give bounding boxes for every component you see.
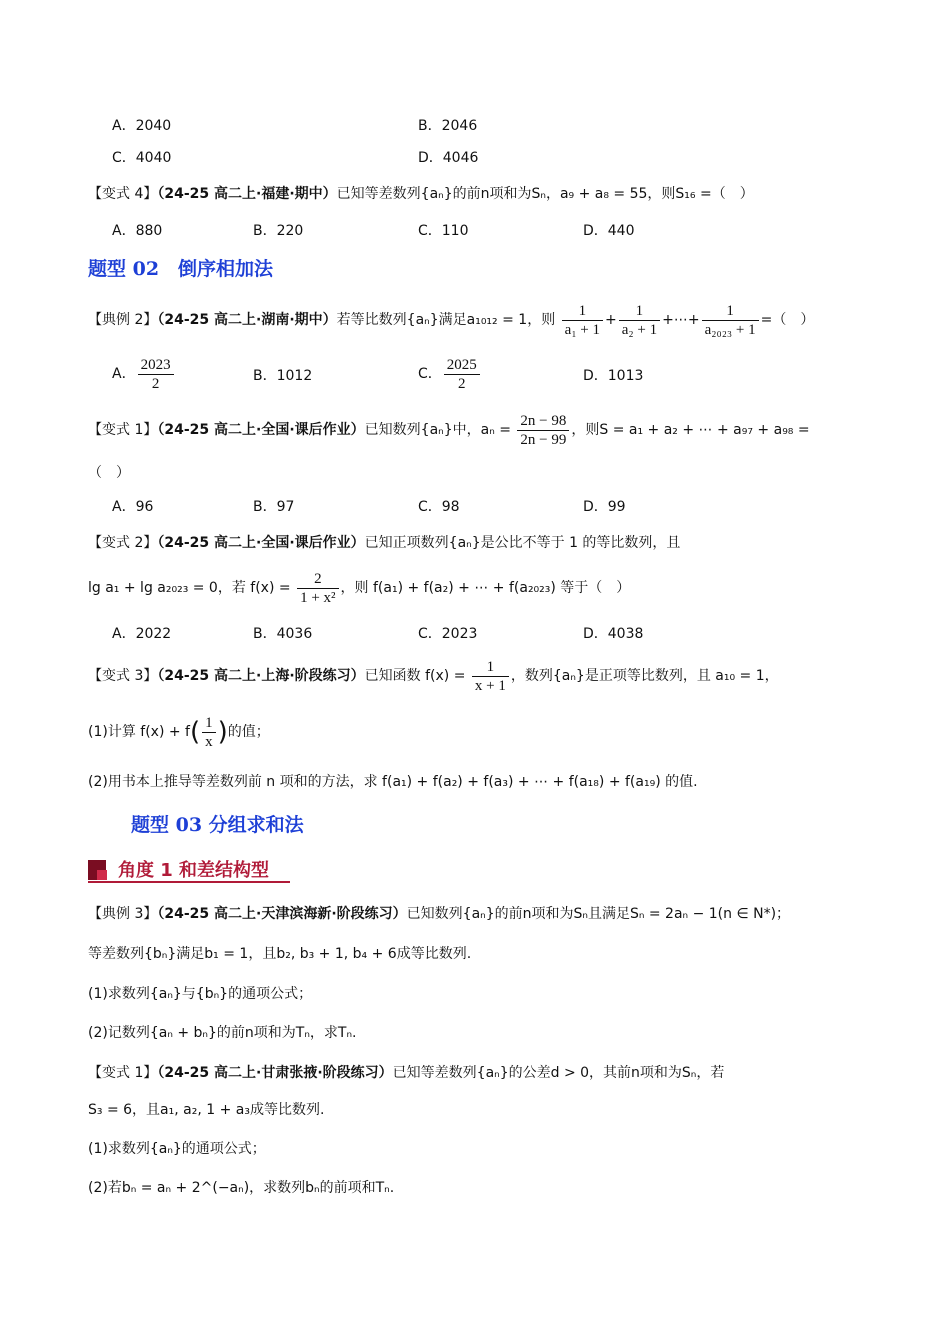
variant1a-source: （24-25 高二上·全国·课后作业） xyxy=(157,422,365,438)
variant2-question: 【变式 2】（24-25 高二上·全国·课后作业）已知正项数列{aₙ}是公比不等于 1 的等比数列，且 xyxy=(88,535,681,551)
example2-label: 【典例 2】 xyxy=(88,312,158,328)
variant3-part1: (1)计算 f(x) + f( $\frac{1}{x}$ )的值； xyxy=(88,714,270,750)
variant1b-condition: S₃ = 6，且a₁, a₂, 1 + a₃成等比数列. xyxy=(88,1102,325,1118)
option-c: C． $\frac{2025}{2}$ xyxy=(418,354,482,394)
option-b: B．97 xyxy=(253,499,295,515)
option-b: B．4036 xyxy=(253,626,313,642)
answer-paren: （ ） xyxy=(88,465,130,481)
section-heading-type02: 题型 02 倒序相加法 xyxy=(88,258,274,280)
option-b: B．2046 xyxy=(418,118,478,134)
option-d: D．440 xyxy=(583,223,635,239)
example3-label: 【典例 3】 xyxy=(88,906,158,922)
example3-question: 【典例 3】（24-25 高二上·天津滨海新·阶段练习）已知数列{aₙ}的前n项和为Sₙ且满足Sₙ = 2aₙ − 1(n ∈ N*)； xyxy=(88,906,791,922)
option-d: D．4038 xyxy=(583,626,644,642)
example3-part2: (2)记数列{aₙ + bₙ}的前n项和为Tₙ，求Tₙ. xyxy=(88,1025,357,1041)
variant2-condition: lg a₁ + lg a₂₀₂₃ = 0，若 f(x) = $\frac{2}{\text{1 + x²}}$ ，则 f(a₁) + f(a₂) + ⋯ + f(a₂₀₂₃) 等于（ ） xyxy=(88,570,631,606)
section-heading-type03: 题型 03 分组求和法 xyxy=(131,814,304,836)
variant1a-question: 【变式 1】（24-25 高二上·全国·课后作业）已知数列{aₙ}中，aₙ = $\frac{2n - 98}{2n - 99}$ ，则S = a₁ + a₂ + ⋯ + a₉₇ + a₉₈ = xyxy=(88,412,810,448)
fraction: $\frac{1}{\text{a₂ + 1}}$ xyxy=(619,302,660,339)
option-a: A．96 xyxy=(112,499,154,515)
option-d: D．4046 xyxy=(418,150,479,166)
variant4-question xyxy=(88,183,754,205)
banner-underline xyxy=(88,881,290,883)
variant4-label: 【变式 4】 xyxy=(88,186,158,202)
variant2-source: （24-25 高二上·全国·课后作业） xyxy=(157,535,365,551)
option-b: B．1012 xyxy=(253,368,313,384)
option-a: A．880 xyxy=(112,223,163,239)
option-c: C．2023 xyxy=(418,626,478,642)
fraction: $\frac{1}{x + 1}$ xyxy=(472,658,509,695)
option-d: D．1013 xyxy=(583,368,644,384)
variant1b-part2: (2)若bₙ = aₙ + 2^(−aₙ)，求数列bₙ的前项和Tₙ. xyxy=(88,1180,395,1196)
variant1b-part1: (1)求数列{aₙ}的通项公式； xyxy=(88,1141,266,1157)
option-b: B．220 xyxy=(253,223,304,239)
variant1a-label: 【变式 1】 xyxy=(88,422,158,438)
example3-source: （24-25 高二上·天津滨海新·阶段练习） xyxy=(157,906,407,922)
example3-condition: 等差数列{bₙ}满足b₁ = 1，且b₂, b₃ + 1, b₄ + 6成等比数列. xyxy=(88,946,472,962)
fraction: $\frac{1}{\text{a₂₀₂₃ + 1}}$ xyxy=(702,302,759,339)
fraction: $\frac{1}{x}$ xyxy=(202,714,216,751)
variant3-source: （24-25 高二上·上海·阶段练习） xyxy=(157,668,365,684)
option-a: A．2022 xyxy=(112,626,172,642)
example2-source: （24-25 高二上·湖南·期中） xyxy=(157,312,337,328)
option-d: D．99 xyxy=(583,499,626,515)
option-a: A． $\frac{2023}{2}$ xyxy=(112,354,176,394)
option-a: A．2040 xyxy=(112,118,172,134)
variant3-label: 【变式 3】 xyxy=(88,668,158,684)
variant1b-source: （24-25 高二上·甘肃张掖·阶段练习） xyxy=(157,1065,393,1081)
variant1b-question: 【变式 1】（24-25 高二上·甘肃张掖·阶段练习）已知等差数列{aₙ}的公差d > 0，其前n项和为Sₙ，若 xyxy=(88,1065,725,1081)
option-c: C．98 xyxy=(418,499,460,515)
fraction: $\frac{2n - 98}{2n - 99}$ xyxy=(517,412,569,449)
option-c: C．4040 xyxy=(112,150,172,166)
example3-part1: (1)求数列{aₙ}与{bₙ}的通项公式； xyxy=(88,986,313,1002)
fraction: $\frac{1}{\text{a₁ + 1}}$ xyxy=(562,302,603,339)
example2-question: 【典例 2】（24-25 高二上·湖南·期中）若等比数列{aₙ}满足a₁₀₁₂ = 1，则 $\frac{1}{\text{a₁ + 1}}$ + $\frac{1}{\text{a₂ + 1}}$ +⋯+ $\frac{1}{\text{a₂₀₂₃ + 1}}$ =（ ） xyxy=(88,302,815,338)
banner-square-accent xyxy=(97,870,107,880)
fraction: $\frac{2}{\text{1 + x²}}$ xyxy=(297,570,338,607)
variant2-label: 【变式 2】 xyxy=(88,535,158,551)
angle-banner xyxy=(88,856,290,882)
variant3-question: 【变式 3】（24-25 高二上·上海·阶段练习）已知函数 f(x) = $\frac{1}{x + 1}$ ，数列{aₙ}是正项等比数列，且 a₁₀ = 1， xyxy=(88,658,779,694)
variant4-text: 已知等差数列{aₙ}的前n项和为Sₙ，a₉ + a₈ = 55，则S₁₆ =（ ） xyxy=(336,186,754,202)
variant1b-label: 【变式 1】 xyxy=(88,1065,158,1081)
option-c: C．110 xyxy=(418,223,469,239)
variant4-source: （24-25 高二上·福建·期中） xyxy=(157,186,337,202)
example2-text: 若等比数列{aₙ}满足a₁₀₁₂ = 1，则 xyxy=(336,312,556,328)
variant3-part2: (2)用书本上推导等差数列前 n 项和的方法，求 f(a₁) + f(a₂) + f(a₃) + ⋯ + f(a₁₈) + f(a₁₉) 的值. xyxy=(88,774,698,790)
angle-title: 角度 1 和差结构型 xyxy=(118,860,270,881)
